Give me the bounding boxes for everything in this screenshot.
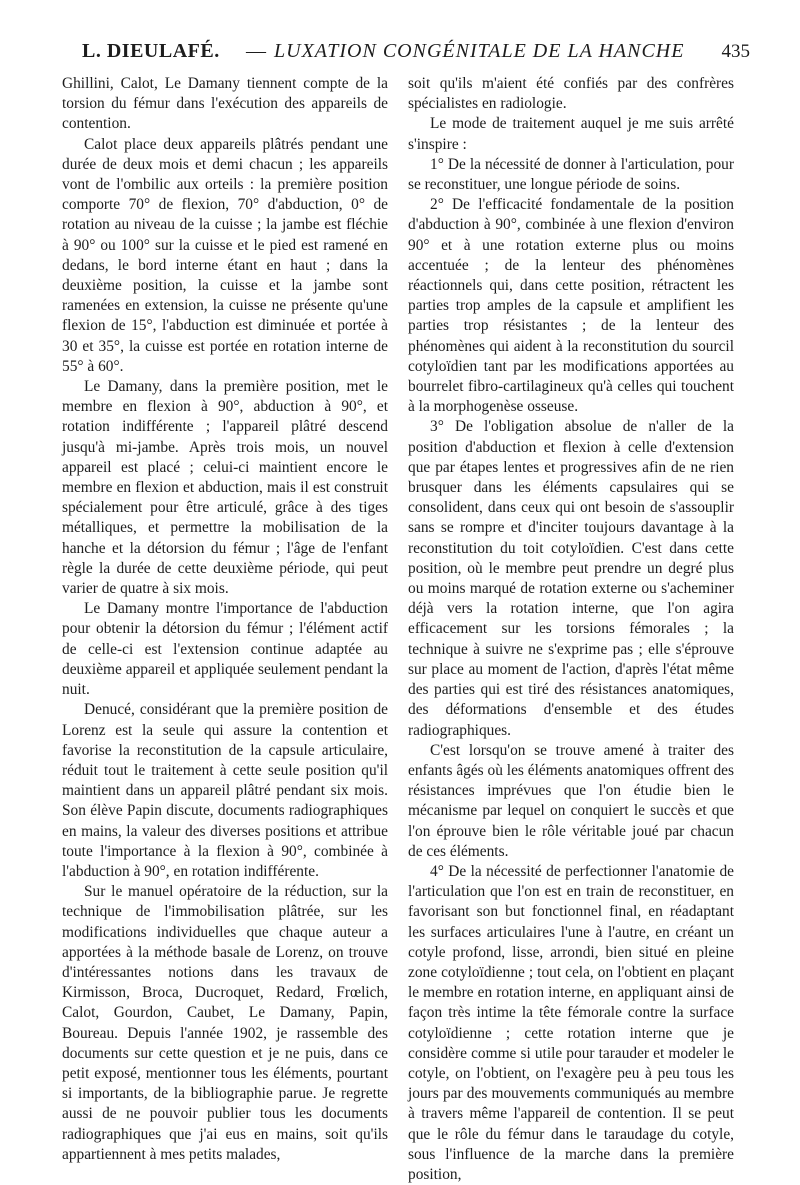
paragraph: 3° De l'obligation absolue de n'aller de la position d'abduction et flexion à celle d'extension que par étapes lentes et progressives afin de ne rien brusquer dans les éléments capsulaires qui se consolident, dans ceux qui ont besoin de s'assouplir sans se rompre et d'inciter toujours davantage à la reconstitution du toit cotyloïdien. C'est dans cette position, où le membre peut prendre un degré plus ou moins marqué de rotation externe ou s'acheminer déjà vers la rotation interne, que l'on agira efficacement sur les torsions fémorales ; la technique à suivre ne s'exprime pas ; elle s'éprouve sur place au moment de l'action, d'après l'état même des parties qui est tiré des résistances anatomiques, des déformations d'ensemble et des études radiographiques. (408, 418, 734, 739)
running-header (60, 40, 750, 70)
header-title: LUXATION CONGÉNITALE DE LA HANCHE (274, 40, 685, 62)
paragraph: Le mode de traitement auquel je me suis arrêté s'inspire : (408, 115, 734, 153)
paragraph: Ghillini, Calot, Le Damany tiennent compte de la torsion du fémur dans l'exécution des appareils de contention. (62, 75, 388, 133)
paragraph: Le Damany montre l'importance de l'abduction pour obtenir la détorsion du fémur ; l'élément actif de celle-ci est l'extension continue adaptée au deuxième appareil et appliquée seulement pendant la nuit. (62, 600, 388, 699)
paragraph: Sur le manuel opératoire de la réduction, sur la technique de l'immobilisation plâtrée, sur les modifications individuelles que chaque auteur a apportées à la méthode basale de Lorenz, on trouve d'intéressantes notions dans les travaux de Kirmisson, Broca, Ducroquet, Redard, Frœlich, Calot, Gourdon, Caubet, Le Damany, Papin, Boureau. Depuis l'année 1902, je rassemble des documents sur cette question et je ne puis, dans ce petit exposé, mentionner tous les éléments, pourtant si importants, de la bibliographie parue. Je regrette aussi de ne pouvoir publier tous les documents radiographiques que j'ai eus en mains, soit qu'ils appartiennent à mes petits malades, (62, 883, 388, 1163)
paragraph: 1° De la nécessité de donner à l'articulation, pour se reconstituer, une longue période de soins. (408, 155, 734, 194)
paragraph: Le Damany, dans la première position, met le membre en flexion à 90°, abduction à 90°, et rotation indifférente ; l'appareil plâtré descend jusqu'à mi-jambe. Après trois mois, un nouvel appareil est placé ; celui-ci maintient encore le membre en flexion et abduction, mais il est construit spécialement pour être articulé, grâce à des tiges métalliques, et permettre la mobilisation de la hanche et la détorsion du fémur ; l'âge de l'enfant règle la durée de cette deuxième période, qui peut varier de quatre à six mois. (62, 378, 388, 598)
right-column (408, 74, 734, 1185)
header-author: L. DIEULAFÉ. (82, 40, 220, 62)
paragraph: soit qu'ils m'aient été confiés par des confrères spécialistes en radiologie. (408, 75, 734, 113)
left-column (62, 74, 388, 1165)
page-number: 435 (721, 41, 750, 62)
paragraph: Calot place deux appareils plâtrés pendant une durée de deux mois et demi chacun ; les appareils vont de l'ombilic aux orteils : la première position comporte 70° de flexion, 70° d'abduction, 0° de rotation au niveau de la cuisse ; la jambe est fléchie à 90° ou 100° sur la cuisse et le pied est ramené en dedans, le bord interne étant en haut ; dans la deuxième position, la cuisse et la jambe sont ramenées en extension, la cuisse ne présente qu'une flexion de 15°, l'abduction est diminuée et portée à 30 et 35°, la cuisse est portée en rotation interne de 55° à 60°. (62, 135, 388, 375)
paragraph: Denucé, considérant que la première position de Lorenz est la seule qui assure la contention et favorise la reconstitution de la capsule articulaire, réduit tout le traitement à cette seule position qu'il maintient dans un appareil plâtré pendant six mois. Son élève Papin discute, documents radiographiques en mains, la valeur des diverses positions et attribue toute l'importance à la flexion à 90°, combinée à l'abduction à 90°, en rotation indifférente. (62, 701, 388, 880)
paragraph: 2° De l'efficacité fondamentale de la position d'abduction à 90°, combinée à une flexion d'environ 90° et à une rotation externe plus ou moins accentuée ; de la lenteur des phénomènes réactionnels qui, dans cette position, rétractent les parties trop amples de la capsule et amplifient les parties trop résistantes ; de la lenteur des phénomènes qui aident à la reconstitution du sourcil cotyloïdien tant par les modifications apportées au bourrelet fibro-cartilagineux qu'à celles qui touchent à la morphogenèse osseuse. (408, 196, 734, 416)
paragraph: 4° De la nécessité de perfectionner l'anatomie de l'articulation que l'on est en train de reconstituer, en favorisant son but fonctionnel final, en réadaptant les surfaces articulaires l'une à l'autre, en créant un cotyle profond, lisse, arrondi, bien situé en pleine zone cotyloïdienne ; tout cela, on l'obtient en plaçant le membre en rotation interne, en appliquant ainsi de façon très intime la tête fémorale contre la surface cotyloïdienne ; cette rotation interne que je considère comme si utile pour tarauder et modeler le cotyle, on l'obtient, on l'exagère peu à peu tous les jours par des mouvements communiqués au membre à travers même l'appareil de contention. Il se peut que le rôle du fémur dans le taraudage du cotyle, sous l'influence de la marche dans la première position, (408, 862, 734, 1183)
paragraph: C'est lorsqu'on se trouve amené à traiter des enfants âgés où les éléments anatomiques offrent des résistances imprévues que l'on étudie bien le mécanisme par lequel on conquiert le succès et que l'on éprouve bien le rôle véritable joué par chacun de ces éléments. (408, 741, 734, 860)
header-dash: — (246, 40, 266, 62)
